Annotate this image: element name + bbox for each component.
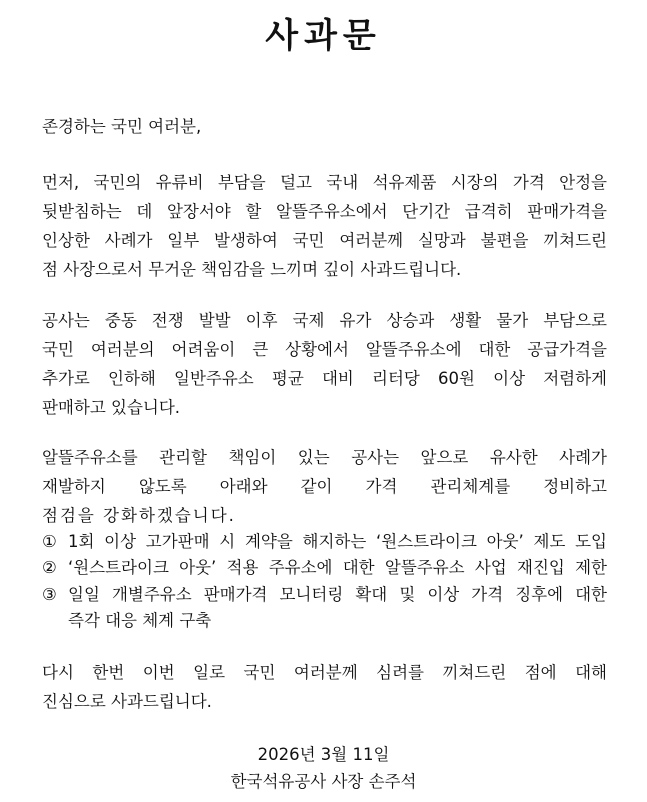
signature: 한국석유공사 사장 손주석	[230, 772, 417, 791]
measure-text: 일일 개별주유소 판매가격 모니터링 확대 및 이상 가격 징후에 대한	[68, 585, 607, 604]
paragraph-line: 공사는 중동 전쟁 발발 이후 국제 유가 상승과 생활 물가 부담으로	[42, 311, 607, 330]
measure-item	[42, 531, 607, 553]
measure-item	[42, 584, 607, 606]
paragraph-line: 인상한 사례가 일부 발생하여 국민 여러분께 실망과 불편을 끼쳐드린	[42, 231, 607, 250]
measure-text: ‘원스트라이크 아웃’ 적용 주유소에 대한 알뜰주유소 사업 재진입 제한	[68, 558, 607, 577]
paragraph-line: 점 사장으로서 무거운 책임감을 느끼며 깊이 사과드립니다.	[42, 260, 462, 279]
paragraph-line: 판매하고 있습니다.	[42, 398, 181, 417]
measure-text: 즉각 대응 체계 구축	[68, 611, 212, 630]
measure-number: ②	[42, 558, 57, 577]
paragraph-line: 추가로 인하해 일반주유소 평균 대비 리터당 60원 이상 저렴하게	[42, 369, 607, 388]
measure-number: ①	[42, 532, 57, 551]
document-title: 사과문	[265, 16, 382, 56]
measure-item-continued	[42, 610, 607, 632]
paragraph-line: 국민 여러분의 어려움이 큰 상황에서 알뜰주유소에 대한 공급가격을	[42, 340, 607, 359]
paragraph-line: 알뜰주유소를 관리할 책임이 있는 공사는 앞으로 유사한 사례가	[42, 448, 607, 467]
salutation: 존경하는 국민 여러분,	[42, 117, 202, 136]
measure-number: ③	[42, 585, 57, 604]
measure-item	[42, 557, 607, 579]
measure-text: 1회 이상 고가판매 시 계약을 해지하는 ‘원스트라이크 아웃’ 제도 도입	[68, 532, 607, 551]
date: 2026년 3월 11일	[257, 745, 390, 764]
paragraph-line: 재발하지 않도록 아래와 같이 가격 관리체계를 정비하고	[42, 477, 607, 496]
indent	[42, 610, 68, 632]
closing-line: 진심으로 사과드립니다.	[42, 692, 212, 711]
closing-line: 다시 한번 이번 일로 국민 여러분께 심려를 끼쳐드린 점에 대해	[42, 663, 607, 682]
paragraph-line: 뒷받침하는 데 앞장서야 할 알뜰주유소에서 단기간 급격히 판매가격을	[42, 202, 607, 221]
paragraph-line: 점검을 강화하겠습니다.	[42, 506, 236, 525]
paragraph-line: 먼저, 국민의 유류비 부담을 덜고 국내 석유제품 시장의 가격 안정을	[42, 173, 607, 192]
